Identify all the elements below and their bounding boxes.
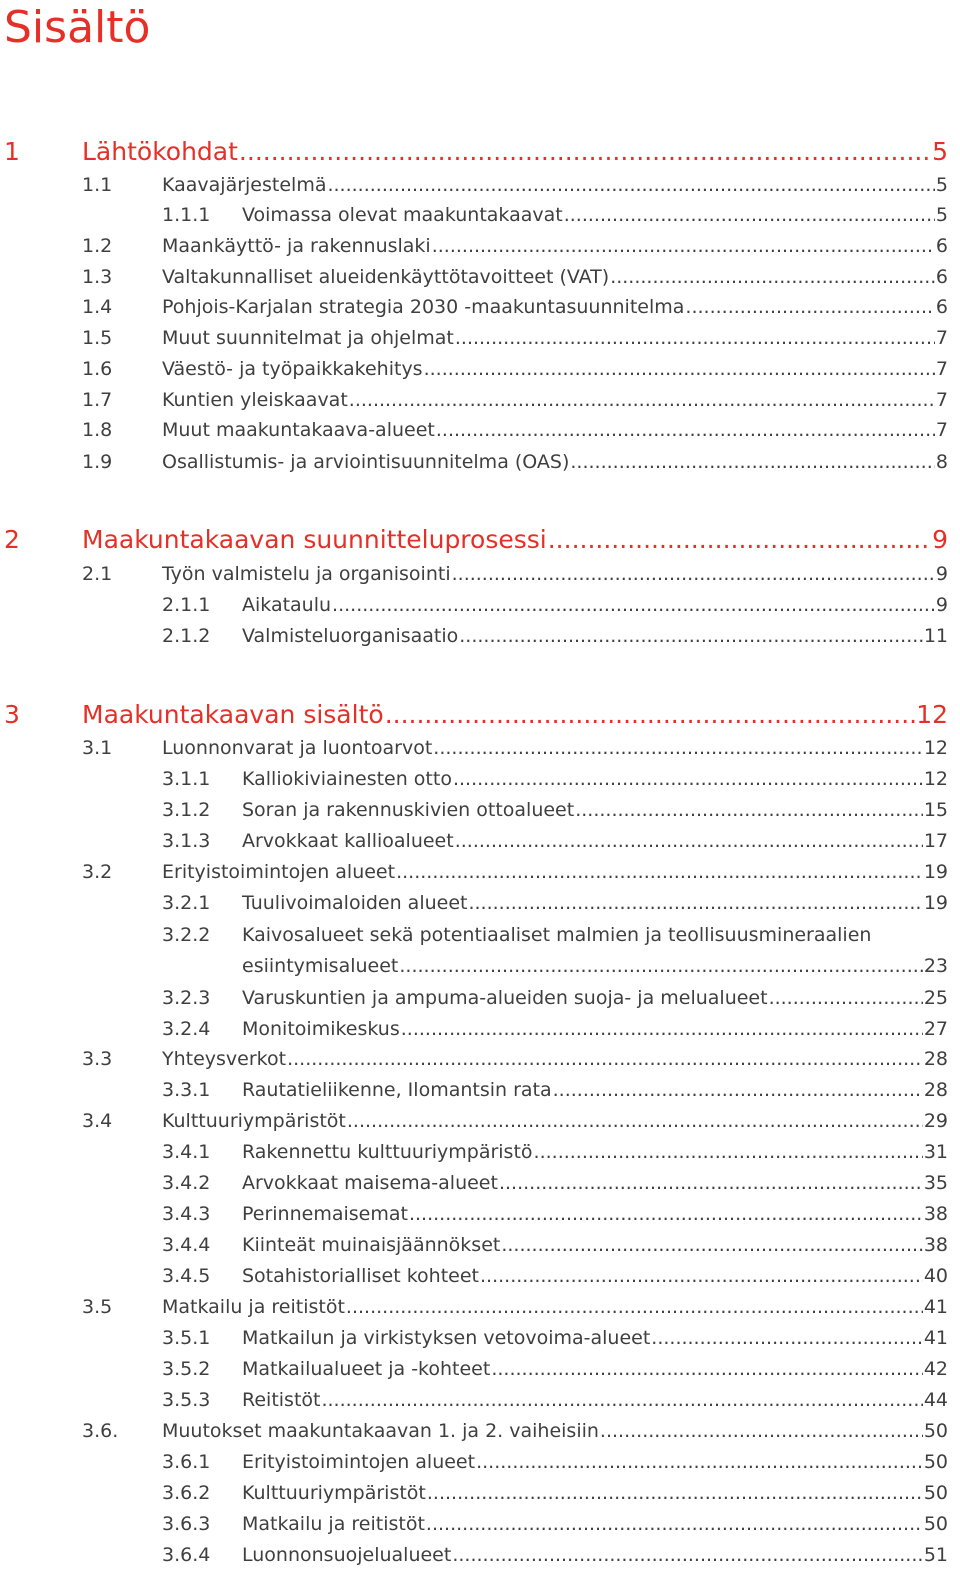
toc-entry-2[interactable] xyxy=(0,524,948,554)
toc-entry-number: 3.4.4 xyxy=(162,1234,211,1256)
toc-entry-title: Matkailun ja virkistyksen vetovoima-alueet xyxy=(242,1327,651,1349)
toc-entry-3-3[interactable] xyxy=(0,1044,948,1074)
toc-entry-title: Matkailualueet ja -kohteet xyxy=(242,1358,491,1380)
dot-leader xyxy=(436,415,935,445)
toc-entry-3-2-3[interactable] xyxy=(0,983,948,1013)
toc-entry-title: Luonnonsuojelualueet xyxy=(242,1544,452,1566)
toc-entry-title: Erityistoimintojen alueet xyxy=(162,861,396,883)
dot-leader xyxy=(409,1199,923,1229)
toc-entry-number: 3.2.3 xyxy=(162,987,211,1009)
toc-entry-number: 3.4.2 xyxy=(162,1172,211,1194)
toc-entry-number: 3.5.1 xyxy=(162,1327,211,1349)
toc-entry-line xyxy=(242,1199,948,1229)
toc-entry-line xyxy=(162,170,948,200)
toc-entry-2-1[interactable] xyxy=(0,559,948,589)
toc-entry-page-number: 5 xyxy=(935,204,948,226)
toc-entry-title: Kiinteät muinaisjäännökset xyxy=(242,1234,501,1256)
toc-entry-page-number: 6 xyxy=(935,235,948,257)
toc-entry-line xyxy=(162,857,948,887)
dot-leader xyxy=(548,524,931,556)
toc-entry-page-number: 12 xyxy=(923,768,948,790)
toc-entry-page-number: 11 xyxy=(923,625,948,647)
toc-entry-page-number: 41 xyxy=(923,1327,948,1349)
toc-entry-line xyxy=(82,524,948,556)
toc-entry-title: Arvokkaat maisema-alueet xyxy=(242,1172,498,1194)
toc-entry-line xyxy=(162,733,948,763)
toc-entry-number: 1.2 xyxy=(82,235,113,257)
toc-entry-title: Muut suunnitelmat ja ohjelmat xyxy=(162,327,454,349)
toc-entry-3-4-3[interactable] xyxy=(0,1199,948,1229)
dot-leader xyxy=(287,1044,923,1074)
toc-entry-3-2-2[interactable] xyxy=(0,920,948,982)
toc-entry-title: Matkailu ja reitistöt xyxy=(242,1513,425,1535)
dot-leader xyxy=(432,231,935,261)
toc-entry-page-number: 28 xyxy=(923,1079,948,1101)
toc-entry-3-4-4[interactable] xyxy=(0,1230,948,1260)
toc-entry-title: Erityistoimintojen alueet xyxy=(242,1451,476,1473)
toc-entry-title: Matkailu ja reitistöt xyxy=(162,1296,345,1318)
toc-entry-page-number: 38 xyxy=(923,1234,948,1256)
toc-entry-number: 1.1.1 xyxy=(162,204,211,226)
toc-entry-1-1-1[interactable] xyxy=(0,200,948,230)
dot-leader xyxy=(399,951,922,981)
toc-entry-line xyxy=(162,1044,948,1074)
toc-entry-page-number: 8 xyxy=(935,451,948,473)
toc-entry-page-number: 27 xyxy=(923,1018,948,1040)
dot-leader xyxy=(501,1230,922,1260)
toc-entry-3-6-4[interactable] xyxy=(0,1540,948,1570)
dot-leader xyxy=(452,1540,922,1570)
dot-leader xyxy=(349,385,935,415)
toc-entry-page-number: 50 xyxy=(923,1513,948,1535)
dot-leader xyxy=(433,733,923,763)
toc-entry-number: 3.2.4 xyxy=(162,1018,211,1040)
toc-entry-line xyxy=(242,1230,948,1260)
toc-entry-page-number: 15 xyxy=(923,799,948,821)
toc-entry-page-number: 5 xyxy=(932,137,948,166)
toc-entry-number: 3.1 xyxy=(82,737,113,759)
toc-entry-line xyxy=(242,1447,948,1477)
toc-entry-page-number: 7 xyxy=(935,358,948,380)
dot-leader xyxy=(575,795,923,825)
toc-entry-title: Sotahistorialliset kohteet xyxy=(242,1265,479,1287)
toc-entry-page-number: 6 xyxy=(935,266,948,288)
toc-entry-number: 1.3 xyxy=(82,266,113,288)
toc-entry-number: 2.1.2 xyxy=(162,625,211,647)
dot-leader xyxy=(332,590,935,620)
toc-entry-number: 1.1 xyxy=(82,174,113,196)
toc-entry-number: 3.3.1 xyxy=(162,1079,211,1101)
toc-entry-3-1-3[interactable] xyxy=(0,826,948,856)
toc-entry-page-number: 19 xyxy=(923,861,948,883)
toc-entry-line xyxy=(82,136,948,168)
toc-entry-3[interactable] xyxy=(0,699,948,729)
toc-entry-title: Kulttuuriympäristöt xyxy=(242,1482,426,1504)
dot-leader xyxy=(610,262,935,292)
toc-entry-number: 3.4.5 xyxy=(162,1265,211,1287)
toc-entry-line xyxy=(162,231,948,261)
toc-entry-3-5[interactable] xyxy=(0,1292,948,1322)
toc-entry-line xyxy=(242,1261,948,1291)
toc-entry-line xyxy=(242,826,948,856)
toc-entry-title: Maankäyttö- ja rakennuslaki xyxy=(162,235,431,257)
toc-entry-title: Työn valmistelu ja organisointi xyxy=(162,563,451,585)
toc-entry-page-number: 25 xyxy=(923,987,948,1009)
toc-entry-number: 1 xyxy=(4,137,20,166)
toc-entry-number: 3.5.3 xyxy=(162,1389,211,1411)
toc-entry-3-4-2[interactable] xyxy=(0,1168,948,1198)
toc-entry-number: 3.6.1 xyxy=(162,1451,211,1473)
toc-entry-page-number: 9 xyxy=(935,563,948,585)
toc-entry-line xyxy=(162,292,948,322)
toc-entry-number: 2.1 xyxy=(82,563,113,585)
toc-entry-page-number: 7 xyxy=(935,327,948,349)
toc-entry-1-9[interactable] xyxy=(0,447,948,477)
toc-entry-3-5-3[interactable] xyxy=(0,1385,948,1415)
toc-entry-page-number: 38 xyxy=(923,1203,948,1225)
toc-entry-2-1-1[interactable] xyxy=(0,590,948,620)
toc-entry-page-number: 31 xyxy=(923,1141,948,1163)
toc-entry-line xyxy=(242,888,948,918)
toc-entry-line xyxy=(162,323,948,353)
toc-entry-page-number: 40 xyxy=(923,1265,948,1287)
toc-entry-title: Rautatieliikenne, Ilomantsin rata xyxy=(242,1079,552,1101)
toc-entry-line xyxy=(162,1416,948,1446)
toc-entry-1-2[interactable] xyxy=(0,231,948,261)
toc-entry-3-4[interactable] xyxy=(0,1106,948,1136)
dot-leader xyxy=(453,764,923,794)
toc-entry-page-number: 50 xyxy=(923,1420,948,1442)
toc-entry-line xyxy=(242,1137,948,1167)
toc-entry-number: 3.2.1 xyxy=(162,892,211,914)
toc-entry-number: 1.9 xyxy=(82,451,113,473)
toc-entry-line xyxy=(242,983,948,1013)
toc-entry-page-number: 17 xyxy=(923,830,948,852)
toc-entry-page-number: 9 xyxy=(935,594,948,616)
toc-entry-line xyxy=(242,951,948,981)
toc-entry-3-2[interactable] xyxy=(0,857,948,887)
toc-entry-1-6[interactable] xyxy=(0,354,948,384)
toc-entry-number: 3.6.2 xyxy=(162,1482,211,1504)
toc-entry-line xyxy=(242,1323,948,1353)
toc-entry-page-number: 7 xyxy=(935,389,948,411)
toc-entry-page-number: 35 xyxy=(923,1172,948,1194)
dot-leader xyxy=(534,1137,923,1167)
toc-entry-page-number: 12 xyxy=(916,700,948,729)
dot-leader xyxy=(468,888,922,918)
toc-entry-number: 3.4.3 xyxy=(162,1203,211,1225)
toc-entry-line xyxy=(162,354,948,384)
toc-entry-line xyxy=(242,1354,948,1384)
toc-entry-title: Perinnemaisemat xyxy=(242,1203,408,1225)
toc-entry-1-7[interactable] xyxy=(0,385,948,415)
toc-entry-number: 3.1.3 xyxy=(162,830,211,852)
toc-entry-line xyxy=(242,1075,948,1105)
toc-entry-line xyxy=(162,262,948,292)
toc-entry-1-8[interactable] xyxy=(0,415,948,445)
toc-entry-1-3[interactable] xyxy=(0,262,948,292)
toc-entry-3-4-5[interactable] xyxy=(0,1261,948,1291)
dot-leader xyxy=(401,1014,923,1044)
dot-leader xyxy=(499,1168,923,1198)
toc-entry-number: 3.1.1 xyxy=(162,768,211,790)
toc-entry-title: Monitoimikeskus xyxy=(242,1018,400,1040)
toc-entry-2-1-2[interactable] xyxy=(0,621,948,651)
toc-entry-title: Valmisteluorganisaatio xyxy=(242,625,459,647)
toc-entry-page-number: 50 xyxy=(923,1451,948,1473)
toc-entry-number: 3.4.1 xyxy=(162,1141,211,1163)
toc-entry-3-5-2[interactable] xyxy=(0,1354,948,1384)
toc-entry-page-number: 5 xyxy=(935,174,948,196)
toc-entry-page-number: 6 xyxy=(935,296,948,318)
page-title: Sisältö xyxy=(4,2,151,53)
toc-entry-page-number: 7 xyxy=(935,419,948,441)
toc-entry-title: Muutokset maakuntakaavan 1. ja 2. vaiheisiin xyxy=(162,1420,599,1442)
toc-entry-page-number: 9 xyxy=(932,525,948,554)
toc-entry-number: 3.4 xyxy=(82,1110,113,1132)
toc-entry-page-number: 29 xyxy=(923,1110,948,1132)
toc-entry-3-6-1[interactable] xyxy=(0,1447,948,1477)
toc-entry-title: Soran ja rakennuskivien ottoalueet xyxy=(242,799,575,821)
toc-entry-title: Yhteysverkot xyxy=(162,1048,287,1070)
dot-leader xyxy=(553,1075,923,1105)
toc-entry-1-5[interactable] xyxy=(0,323,948,353)
toc-entry-1[interactable] xyxy=(0,136,948,166)
toc-entry-title: Luonnonvarat ja luontoarvot xyxy=(162,737,433,759)
toc-entry-title: Tuulivoimaloiden alueet xyxy=(242,892,468,914)
toc-entry-page-number: 12 xyxy=(923,737,948,759)
toc-entry-title: Kaavajärjestelmä xyxy=(162,174,327,196)
dot-leader xyxy=(346,1292,923,1322)
toc-entry-number: 3.6. xyxy=(82,1420,119,1442)
toc-entry-3-1-1[interactable] xyxy=(0,764,948,794)
toc-entry-number: 1.8 xyxy=(82,419,113,441)
toc-entry-number: 3.5 xyxy=(82,1296,113,1318)
toc-entry-page-number: 42 xyxy=(923,1358,948,1380)
toc-entry-title: Kulttuuriympäristöt xyxy=(162,1110,346,1132)
toc-entry-number: 1.6 xyxy=(82,358,113,380)
toc-entry-title: Reitistöt xyxy=(242,1389,321,1411)
toc-entry-number: 3.1.2 xyxy=(162,799,211,821)
dot-leader xyxy=(480,1261,923,1291)
toc-entry-number: 3.3 xyxy=(82,1048,113,1070)
toc-entry-line xyxy=(162,559,948,589)
toc-entry-number: 1.5 xyxy=(82,327,113,349)
toc-entry-title: Kuntien yleiskaavat xyxy=(162,389,348,411)
dot-leader xyxy=(769,983,923,1013)
toc-entry-line xyxy=(242,764,948,794)
toc-entry-number: 1.4 xyxy=(82,296,113,318)
dot-leader xyxy=(455,323,935,353)
toc-entry-page-number: 44 xyxy=(923,1389,948,1411)
toc-entry-title: Rakennettu kulttuuriympäristö xyxy=(242,1141,533,1163)
dot-leader xyxy=(570,447,935,477)
dot-leader xyxy=(321,1385,922,1415)
toc-entry-title: Osallistumis- ja arviointisuunnitelma (OAS) xyxy=(162,451,570,473)
toc-entry-title-first-line: Kaivosalueet sekä potentiaaliset malmien ja teollisuusmineraalien xyxy=(242,924,872,946)
toc-entry-3-5-1[interactable] xyxy=(0,1323,948,1353)
toc-entry-number: 2 xyxy=(4,525,20,554)
toc-entry-line xyxy=(242,621,948,651)
toc-entry-3-1[interactable] xyxy=(0,733,948,763)
dot-leader xyxy=(476,1447,923,1477)
toc-entry-line xyxy=(242,1385,948,1415)
toc-entry-line xyxy=(162,1106,948,1136)
toc-entry-title: Lähtökohdat xyxy=(82,137,238,166)
toc-entry-number: 2.1.1 xyxy=(162,594,211,616)
toc-entry-title: Varuskuntien ja ampuma-alueiden suoja- ja melualueet xyxy=(242,987,768,1009)
toc-entry-title: Väestö- ja työpaikkakehitys xyxy=(162,358,423,380)
toc-entry-page-number: 41 xyxy=(923,1296,948,1318)
dot-leader xyxy=(452,559,935,589)
dot-leader xyxy=(455,826,923,856)
toc-entry-title: Kalliokiviainesten otto xyxy=(242,768,452,790)
toc-entry-line xyxy=(242,590,948,620)
toc-entry-3-3-1[interactable] xyxy=(0,1075,948,1105)
toc-entry-page-number: 50 xyxy=(923,1482,948,1504)
toc-entry-number: 3.6.4 xyxy=(162,1544,211,1566)
toc-entry-title: Valtakunnalliset alueidenkäyttötavoitteet (VAT) xyxy=(162,266,610,288)
toc-entry-line xyxy=(242,200,948,230)
toc-entry-title: Maakuntakaavan sisältö xyxy=(82,700,384,729)
toc-entry-number: 3.2 xyxy=(82,861,113,883)
toc-entry-3-4-1[interactable] xyxy=(0,1137,948,1167)
toc-entry-line xyxy=(162,415,948,445)
toc-entry-page-number: 19 xyxy=(923,892,948,914)
toc-entry-number: 3 xyxy=(4,700,20,729)
toc-entry-page-number: 28 xyxy=(923,1048,948,1070)
toc-entry-3-6[interactable] xyxy=(0,1416,948,1446)
dot-leader xyxy=(327,170,934,200)
toc-entry-3-1-2[interactable] xyxy=(0,795,948,825)
dot-leader xyxy=(347,1106,923,1136)
toc-entry-page-number: 51 xyxy=(923,1544,948,1566)
toc-entry-1-4[interactable] xyxy=(0,292,948,322)
dot-leader xyxy=(424,354,935,384)
toc-entry-title: Arvokkaat kallioalueet xyxy=(242,830,454,852)
dot-leader xyxy=(651,1323,923,1353)
toc-entry-line xyxy=(162,385,948,415)
toc-entry-title: Pohjois-Karjalan strategia 2030 -maakuntasuunnitelma xyxy=(162,296,685,318)
toc-entry-number: 3.2.2 xyxy=(162,924,211,946)
toc-entry-line xyxy=(162,447,948,477)
dot-leader xyxy=(385,699,916,731)
dot-leader xyxy=(564,200,935,230)
dot-leader xyxy=(685,292,934,322)
toc-entry-line xyxy=(242,795,948,825)
toc-entry-title: Muut maakuntakaava-alueet xyxy=(162,419,435,441)
toc-entry-3-2-1[interactable] xyxy=(0,888,948,918)
toc-entry-1-1[interactable] xyxy=(0,170,948,200)
dot-leader xyxy=(491,1354,922,1384)
toc-entry-3-6-2[interactable] xyxy=(0,1478,948,1508)
toc-entry-page-number: 23 xyxy=(923,955,948,977)
toc-entry-title: esiintymisalueet xyxy=(242,955,399,977)
toc-entry-line xyxy=(242,1014,948,1044)
dot-leader xyxy=(396,857,923,887)
dot-leader xyxy=(600,1416,923,1446)
toc-entry-title: Voimassa olevat maakuntakaavat xyxy=(242,204,563,226)
toc-entry-line xyxy=(82,699,948,731)
dot-leader xyxy=(427,1478,923,1508)
toc-entry-line xyxy=(242,1478,948,1508)
toc-entry-line xyxy=(242,1540,948,1570)
dot-leader xyxy=(426,1509,923,1539)
toc-entry-number: 3.6.3 xyxy=(162,1513,211,1535)
toc-entry-line xyxy=(242,1509,948,1539)
toc-entry-line xyxy=(162,1292,948,1322)
toc-entry-title: Aikataulu xyxy=(242,594,332,616)
toc-entry-title: Maakuntakaavan suunnitteluprosessi xyxy=(82,525,547,554)
toc-entry-3-6-3[interactable] xyxy=(0,1509,948,1539)
toc-entry-3-2-4[interactable] xyxy=(0,1014,948,1044)
toc-entry-line xyxy=(242,1168,948,1198)
toc-entry-number: 1.7 xyxy=(82,389,113,411)
dot-leader xyxy=(239,136,931,168)
toc-entry-number: 3.5.2 xyxy=(162,1358,211,1380)
dot-leader xyxy=(459,621,923,651)
